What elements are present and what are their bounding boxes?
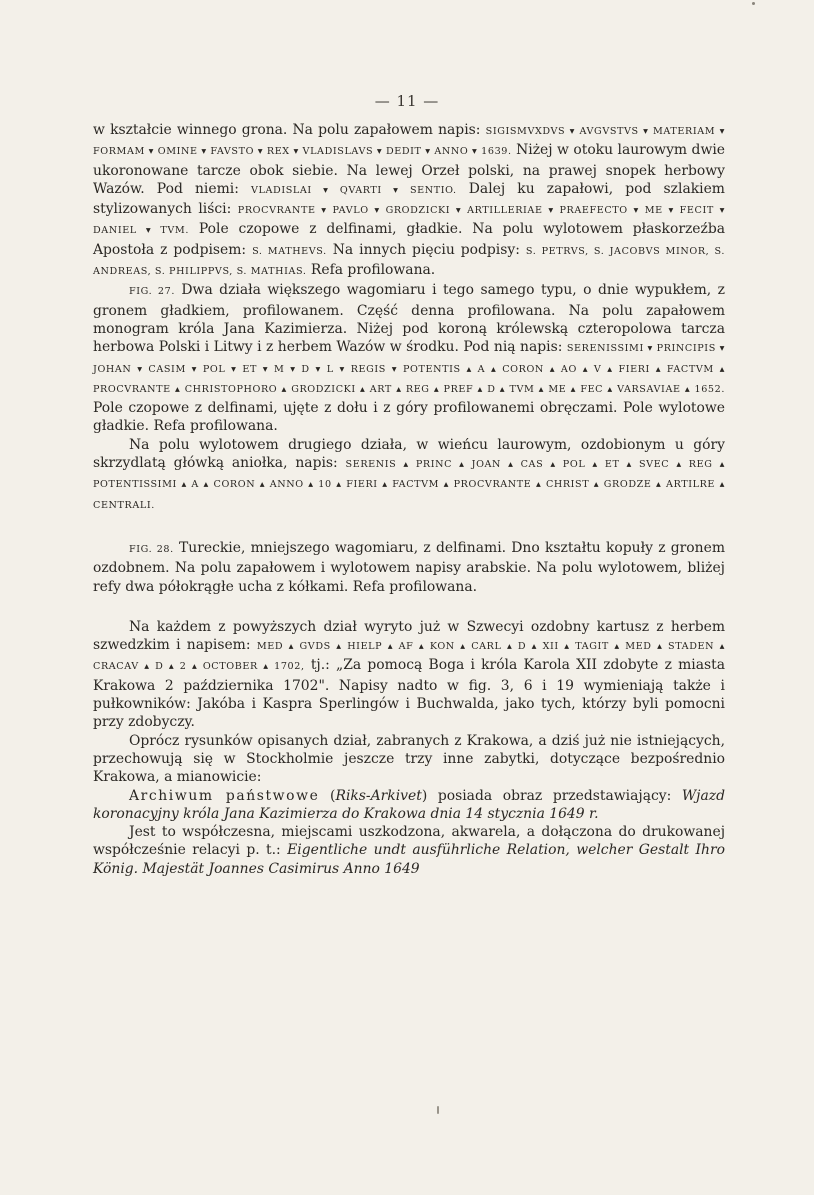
text-run: Niżej w otoku laurowym dwie ukoronowane tarcze obok siebie. Na lewej Orzeł polski, na prawej snopek herbowy Wazów. Pod niemi: <box>93 142 726 197</box>
paragraph-1 <box>93 121 725 281</box>
inscription: PROCVRANTE ▾ PAVLO ▾ GRODZICKI ▾ ARTILLERIAE ▾ PRAEFECTO ▾ ME ▾ FECIT ▾ DANIEL ▾ TVM. <box>93 205 726 237</box>
italic-term: Riks-Arkivet <box>335 787 422 804</box>
paragraph-fig-28 <box>93 539 725 596</box>
page-number: — 11 — <box>374 92 440 110</box>
spaced-term: Archiwum państwowe <box>129 787 320 804</box>
text-run: ( <box>319 787 336 804</box>
text-run: Oprócz rysunków opisanych dział, zabranych z Krakowa, a dziś już nie istniejących, przechowują się w Stockholmie jeszcze trzy inne zabytki, dotyczące bezpośrednio Krakowa, a mianowicie: <box>93 732 725 786</box>
inscription: VLADISLAI ▾ QVARTI ▾ SENTIO. <box>251 184 457 196</box>
inscription: SERENISSIMI ▾ PRINCIPIS ▾ JOHAN ▾ CASIM ▾ POL ▾ ET ▾ M ▾ D ▾ L ▾ REGIS ▾ POTENTIS ▴ A ▴ CORON ▴ AO ▴ V ▴ FIERI ▴ FACTVM ▴ PROCVRANTE ▴ CHRISTOPHORO ▴ GRODZICKI ▴ ART ▴ REG ▴ PREF ▴ D ▴ TVM ▴ ME ▴ FEC ▴ VARSAVIAE ▴ 1652. <box>93 343 725 395</box>
text-run: Jest to współczesna, miejscami uszkodzona, akwarela, a dołączona do drukowanej współcześnie relacyi p. t.: <box>93 824 725 859</box>
paragraph-fig-27 <box>93 281 725 435</box>
figure-label: FIG. 28. <box>129 543 174 555</box>
text-run: w kształcie winnego grona. Na polu zapałowem napis: <box>93 122 486 138</box>
italic-title: Eigentliche undt ausführliche Relation, welcher Gestalt Ihro König. Majestät Joannes Casimirus Anno 1649 <box>93 842 725 877</box>
inscription: S. PETRVS, S. JACOBVS MINOR, S. ANDREAS, S. PHILIPPVS, S. MATHIAS. <box>93 245 725 278</box>
text-run: Refa profilowana. <box>306 262 436 279</box>
text-run: Dalej ku zapałowi, pod szlakiem stylizowanych liści: <box>93 180 725 218</box>
paragraph-3 <box>93 436 725 515</box>
speck-mark <box>752 2 755 5</box>
text-run: tj.: „Za pomocą Boga i króla Karola XII zdobyte z miasta Krakowa 2 października 1702". Napisy nadto w fig. 3, 6 i 19 wymieniają także i pułkowników: Jakóba i Kaspra Sperlingów i Buchwalda, jako tych, którzy byli pomocni przy zdobyczy. <box>93 657 726 731</box>
text-run: ) posiada obraz przedstawiający: <box>421 787 682 804</box>
body-text <box>93 121 725 878</box>
inscription: SIGISMVXDVS ▾ AVGVSTVS ▾ MATERIAM ▾ FORMAM ▾ OMINE ▾ FAVSTO ▾ REX ▾ VLADISLAVS ▾ DEDIT ▾ ANNO ▾ 1639. <box>93 126 725 158</box>
speck-mark <box>437 1106 439 1114</box>
paragraph-7 <box>93 787 725 824</box>
text-run: Na każdem z powyższych dział wyryto już w Szwecyi ozdobny kartusz z herbem szwedzkim i napisem: <box>93 618 725 654</box>
text-run: Na polu wylotowem drugiego działa, w wieńcu laurowym, ozdobionym u góry skrzydlatą główką aniołka, napis: <box>93 436 725 472</box>
inscription: MED ▴ GVDS ▴ HIELP ▴ AF ▴ KON ▴ CARL ▴ D ▴ XII ▴ TAGIT ▴ MED ▴ STADEN ▴ CRACAV ▴ D ▴ 2 ▴ OCTOBER ▴ 1702, <box>93 641 725 673</box>
paragraph-6 <box>93 732 725 787</box>
figure-label: FIG. 27. <box>129 286 175 298</box>
spacer <box>93 596 725 618</box>
paragraph-5 <box>93 618 725 732</box>
text-run: Dwa działa większego wagomiaru i tego samego typu, o dnie wypukłem, z gronem gładkiem, profilowanem. Część denna profilowana. Na polu zapałowem monogram króla Jana Kazimierza. Niżej pod koroną królewską czteropolowa tarcza herbowa Polski i Litwy i z herbem Wazów w środku. Pod nią napis: <box>93 282 725 356</box>
paragraph-8 <box>93 823 725 878</box>
italic-title: Wjazd koronacyjny króla Jana Kazimierza do Krakowa dnia 14 stycznia 1649 r. <box>93 787 725 822</box>
text-run: Tureckie, mniejszego wagomiaru, z delfinami. Dno kształtu kopuły z gronem ozdobnem. Na polu zapałowem i wylotowem napisy arabskie. Na polu wylotowem, bliżej refy dwa półokrągłe ucha z kółkami. Refa profilowana. <box>93 539 725 595</box>
text-run: Pole czopowe z delfinami, ujęte z dołu i z góry profilowanemi obręczami. Pole wylotowe gładkie. Refa profilowana. <box>93 400 725 435</box>
inscription: S. MATHEVS. <box>252 245 327 257</box>
text-run: Na innych pięciu podpisy: <box>326 241 526 258</box>
text-run: Pole czopowe z delfinami, gładkie. Na polu wylotowem płaskorzeźba Apostoła z podpisem: <box>93 221 725 258</box>
spacer <box>93 515 725 539</box>
inscription: SERENIS ▴ PRINC ▴ JOAN ▴ CAS ▴ POL ▴ ET ▴ SVEC ▴ REG ▴ POTENTISSIMI ▴ A ▴ CORON ▴ ANNO ▴ 10 ▴ FIERI ▴ FACTVM ▴ PROCVRANTE ▴ CHRIST ▴ GRODZE ▴ ARTILRE ▴ CENTRALI. <box>93 459 725 511</box>
